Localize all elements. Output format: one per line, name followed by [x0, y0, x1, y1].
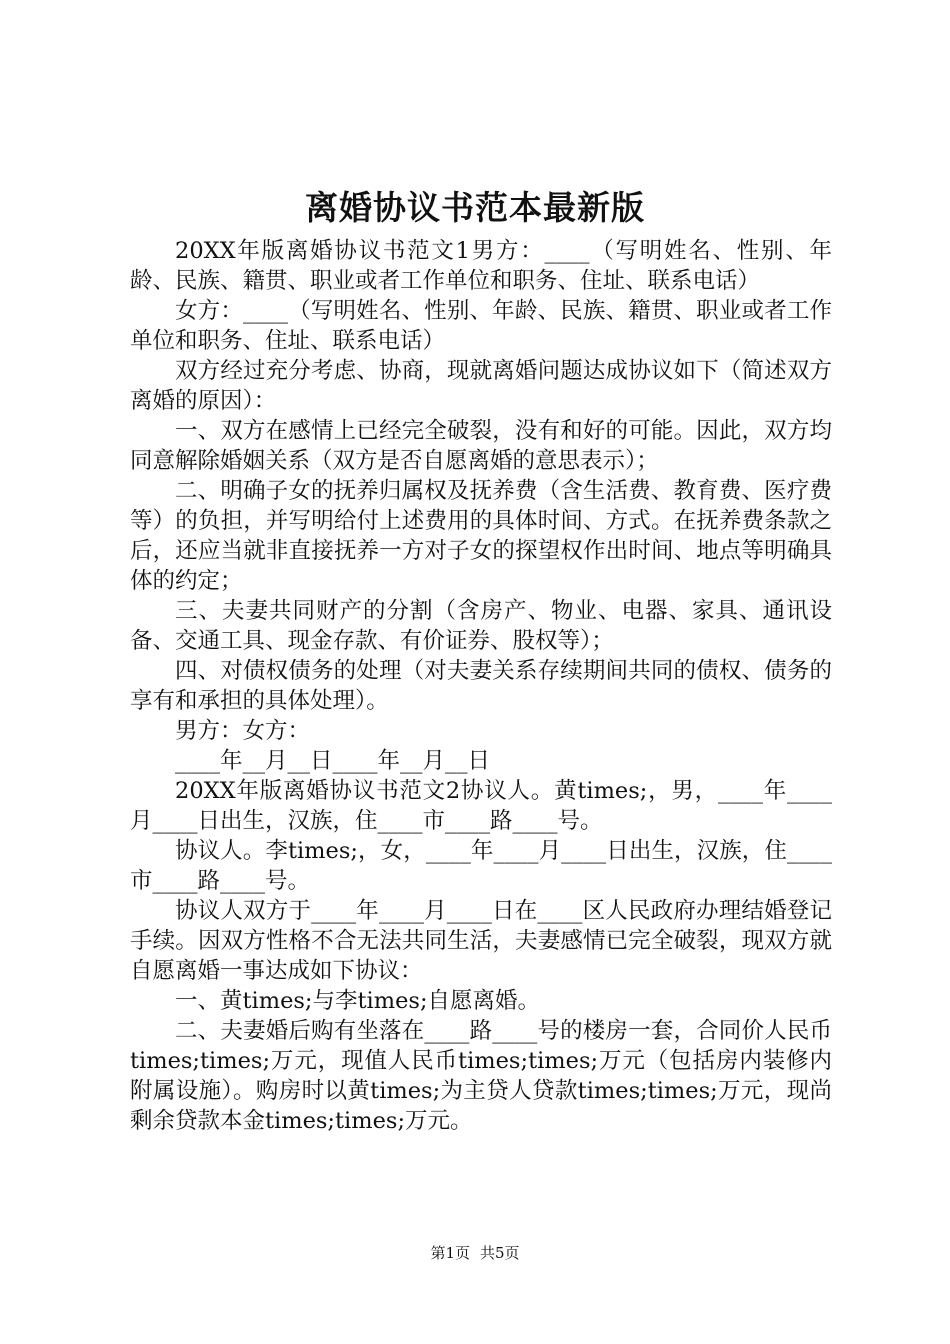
paragraph: 一、黄times;与李times;自愿离婚。: [175, 988, 541, 1014]
paragraph: 二、夫妻婚后购有坐落在____路____号的楼房一套，合同价人民币times;times;万元，现值人民币times;times;万元（包括房内装修内附属设施）。购房时以黄times;为主贷人贷款times;times;万元，现尚剩余贷款本金times;times;万元。: [130, 1018, 832, 1134]
paragraph: 二、明确子女的抚养归属权及抚养费（含生活费、教育费、医疗费等）的负担，并写明给付上述费用的具体时间、方式。在抚养费条款之后，还应当就非直接抚养一方对子女的探望权作出时间、地点等明确具体的约定；: [130, 478, 832, 594]
paragraph: 20XX年版离婚协议书范文1男方：____（写明姓名、性别、年龄、民族、籍贯、职业或者工作单位和职务、住址、联系电话）: [130, 238, 832, 294]
page-number: 第1页: [430, 1244, 470, 1262]
date-line: ____年__月__日____年__月__日: [175, 748, 491, 774]
page-footer: [0, 1243, 950, 1263]
paragraph: 女方：____（写明姓名、性别、年龄、民族、籍贯、职业或者工作单位和职务、住址、联系电话）: [130, 298, 832, 354]
document-body: [130, 236, 832, 1136]
paragraph: 四、对债权债务的处理（对夫妻关系存续期间共同的债权、债务的享有和承担的具体处理）。: [130, 658, 832, 714]
paragraph: 协议人。李times;，女，____年____月____日出生，汉族，住____市____路____号。: [130, 838, 832, 894]
paragraph: 三、夫妻共同财产的分割（含房产、物业、电器、家具、通讯设备、交通工具、现金存款、有价证券、股权等）；: [130, 598, 832, 654]
paragraph: 双方经过充分考虑、协商，现就离婚问题达成协议如下（简述双方离婚的原因）：: [130, 358, 832, 414]
paragraph: 一、双方在感情上已经完全破裂，没有和好的可能。因此，双方均同意解除婚姻关系（双方是否自愿离婚的意思表示）；: [130, 418, 832, 474]
signature-line: 男方：女方：: [175, 718, 311, 744]
page-total: 共5页: [480, 1244, 520, 1262]
document-title: 离婚协议书范本最新版: [305, 188, 645, 227]
paragraph: 协议人双方于____年____月____日在____区人民政府办理结婚登记手续。因双方性格不合无法共同生活，夫妻感情已完全破裂，现双方就自愿离婚一事达成如下协议：: [130, 898, 832, 984]
paragraph: 20XX年版离婚协议书范文2协议人。黄times;，男，____年____月____日出生，汉族，住____市____路____号。: [130, 778, 832, 834]
